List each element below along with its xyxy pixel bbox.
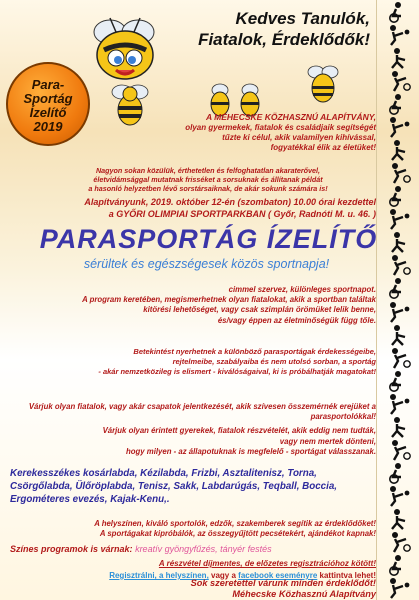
closing-signature — [10, 578, 376, 600]
goalball-icon — [383, 370, 413, 392]
sitting-volleyball-icon — [383, 254, 413, 276]
event-badge — [6, 62, 90, 146]
info-paragraph — [10, 519, 376, 539]
intro-line-1: Nagyon sokan közülük, érthetetlen és felfoghatatlan akaraterővel, — [95, 166, 321, 175]
sport-pictogram-sidebar — [376, 0, 419, 600]
organization-name: A MÉHECSKE KÖZHASZNÚ ALAPÍTVÁNY, — [205, 112, 376, 122]
weightlifting-icon — [383, 347, 413, 369]
body3-line-1: Várjuk olyan érintett gyerekek, fiatalok részvételét, akik eddig nem tudták, — [102, 426, 376, 436]
body1-line-2: A program keretében, megismerhetnek olyan fiatalokat, akik a sportban találtak — [82, 295, 376, 305]
event-date: Alapítványunk, 2019. október 12-én (szombaton) 10.00 órai kezdettel — [84, 197, 376, 207]
registration-onsite-link[interactable]: Regisztrálni, a helyszínen, — [109, 571, 209, 580]
body2-line-3: - akár nemzetközileg is elismert - kiválóságaival, ki is próbálhatják magatokat! — [98, 367, 376, 376]
organization-mission — [150, 112, 376, 153]
badge-line-4: 2019 — [33, 119, 63, 134]
running-icon — [383, 139, 413, 161]
facebook-event-link[interactable]: facebook eseményre — [238, 571, 318, 580]
body2-line-1: Betekintést nyerhetnek a különböző parasportágak érdekességeibe, — [133, 347, 376, 356]
event-title: PARASPORTÁG ÍZELÍTŐ — [39, 224, 378, 254]
cycling-icon — [383, 277, 413, 299]
invitation-paragraph — [10, 402, 376, 457]
mission-line-2: tűzte ki célul, akik valamilyen kihívással, — [222, 133, 376, 142]
body1-line-4: és/vagy éppen az életminőségük függ tőle. — [217, 315, 376, 325]
wheelchair-racing-icon — [383, 1, 413, 23]
info-line-2: A sportágakat kipróbálók, az összegyűjtött pecsétekért, ajándékot kapnak! — [99, 529, 376, 539]
bee-small-icon — [300, 62, 345, 107]
closing-line-1: Sok szeretettel várunk minden érdeklődőt! — [190, 578, 376, 588]
body2-line-2: rejtelmeibe, szabályaiba és nem utolsó sorban, a sportág — [172, 357, 376, 366]
mission-line-1: olyan gyermekek, fiatalok és családjaik segítségét — [185, 123, 376, 132]
archery-icon — [383, 301, 413, 323]
equestrian-icon — [383, 439, 413, 461]
rowing-icon — [383, 116, 413, 138]
intro-line-2: életvidámsággal mutatnak frisséket a sorsuknak és állítanak példát — [93, 175, 323, 184]
body3-line-2: vagy nem mertek dönteni, — [279, 436, 376, 446]
sports-list: Kerekesszékes kosárlabda, Kézilabda, Frizbi, Asztalitenisz, Torna, Csörgőlabda, Ülőröplabda, Tenisz, Sakk, Labdarúgás, Teqball, Boccia, Ergométeres evezés, Kajak-Kenu,. — [10, 468, 337, 505]
body1-line-1: cimmel szervez, különleges sportnapot. — [228, 285, 376, 294]
registration-notice: A részvétel díjmentes, de előzetes regisztrációhoz kötött! — [158, 559, 376, 568]
judo-icon — [383, 416, 413, 438]
greeting-headline — [180, 8, 370, 50]
badge-line-2: Sportág — [23, 91, 73, 106]
badge-line-1: Para- — [31, 77, 65, 92]
wheelchair-icon — [383, 185, 413, 207]
kayak-icon — [383, 554, 413, 576]
registration-suffix: kattintva lehet! — [317, 571, 376, 580]
badminton-icon — [383, 485, 413, 507]
tennis-icon — [383, 208, 413, 230]
body3-line-3: hogy milyen - az állapotuknak is megfelelő - sportágat válasszanak. — [125, 446, 376, 456]
event-subtitle: sérültek és egészségesek közös sportnapja! — [83, 257, 330, 271]
curling-icon — [383, 531, 413, 553]
badge-line-3: Ízelítő — [29, 105, 67, 120]
football-icon — [383, 393, 413, 415]
fencing-icon — [383, 162, 413, 184]
event-date-venue — [8, 196, 376, 220]
closing-line-2: Méhecske Közhasznú Alapítvány — [232, 589, 376, 599]
skiing-icon — [383, 508, 413, 530]
intro-paragraph — [40, 166, 376, 193]
swimming-icon — [383, 324, 413, 346]
insight-paragraph — [10, 347, 376, 377]
invitation-lead: Várjuk olyan fiatalok, vagy akár csapatok jelentkezését, akik szívesen összemérnék erejüket a parasportolókkal! — [28, 402, 376, 422]
table-tennis-icon — [383, 24, 413, 46]
programs-line — [10, 543, 376, 555]
boccia-icon — [383, 47, 413, 69]
registration-connector: vagy a — [208, 571, 239, 580]
mission-line-3: fogyatékkal élik az életüket! — [270, 143, 376, 152]
triathlon-icon — [383, 577, 413, 599]
body1-line-3: kitörési lehetőséget, vagy csak szimplán örömüket lelik benne, — [143, 305, 376, 315]
sailing-icon — [383, 462, 413, 484]
programs-highlight: kreatív gyöngyfűzés, tányér festés — [135, 544, 272, 554]
programs-label: Színes programok is várnak: — [10, 544, 133, 554]
greeting-line-1: Kedves Tanulók, — [235, 9, 370, 28]
intro-line-3: a hasonló helyzetben lévő sorstársaiknak, de akár sokunk számára is! — [88, 184, 328, 193]
greeting-line-2: Fiatalok, Érdeklődők! — [198, 30, 370, 49]
info-line-1: A helyszínen, kiváló sportolók, edzők, szakemberek segítik az érdeklődőket! — [94, 519, 376, 528]
rowing-icon — [383, 93, 413, 115]
basketball-icon — [383, 70, 413, 92]
shooting-icon — [383, 231, 413, 253]
bee-mascot-icon — [80, 10, 170, 90]
event-venue: a GYŐRI OLIMPIAI SPORTPARKBAN ( Győr, Radnóti M. u. 46. ) — [108, 209, 376, 219]
program-description — [10, 285, 376, 326]
